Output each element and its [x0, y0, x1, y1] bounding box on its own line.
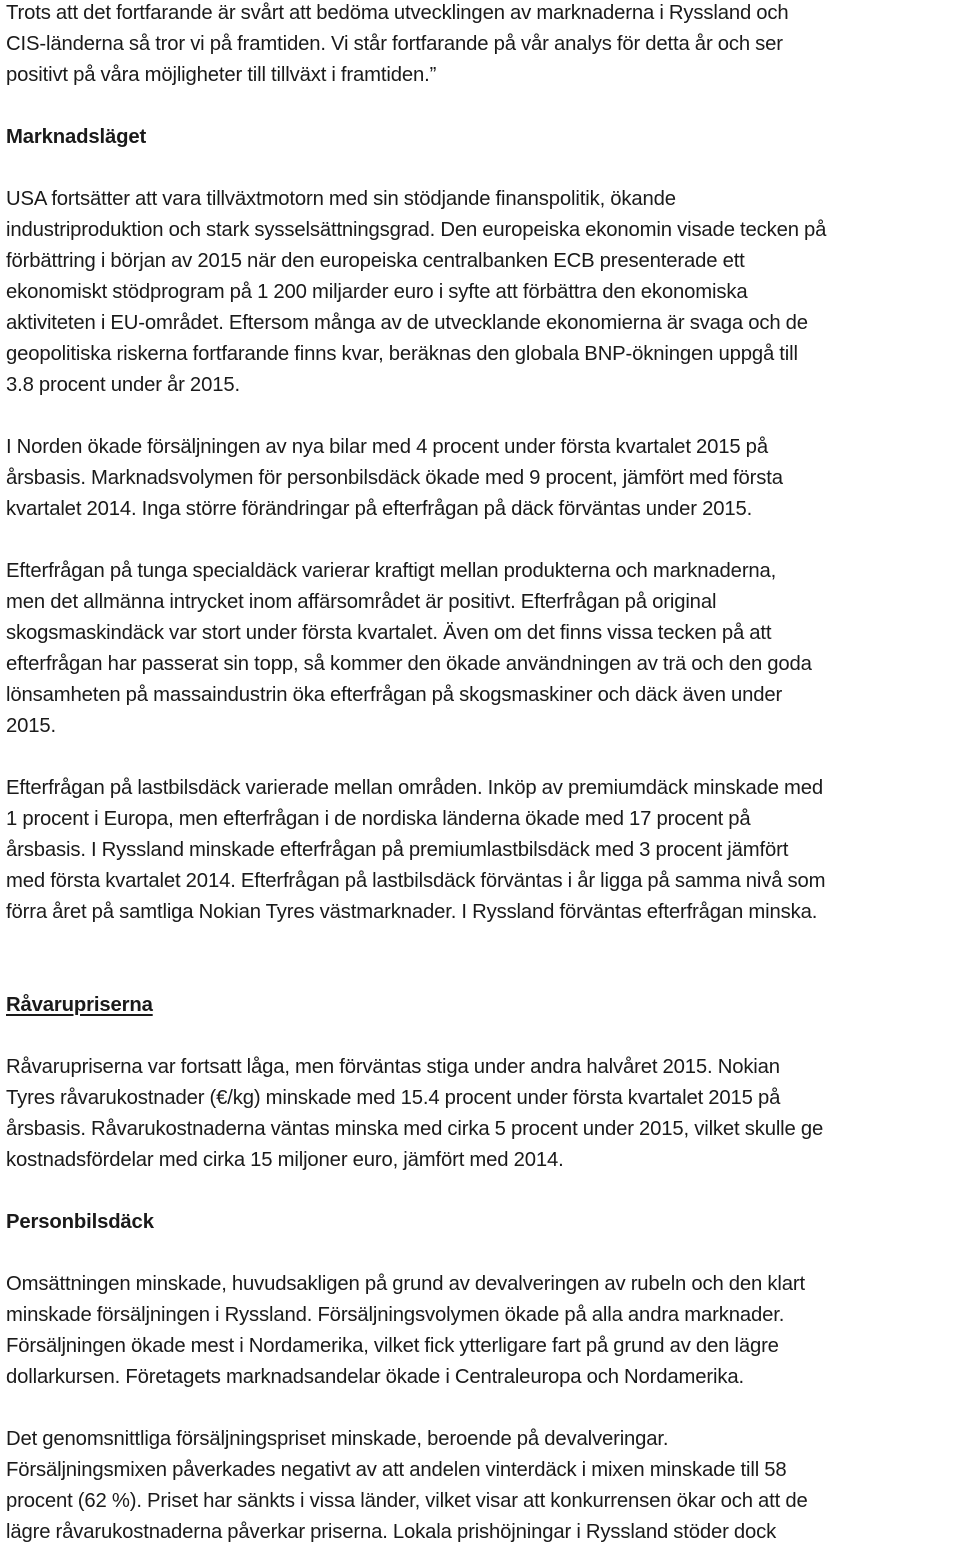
paragraph	[6, 1424, 956, 1548]
text-line: Tyres råvarukostnader (€/kg) minskade med 15.4 procent under första kvartalet 2015 på	[6, 1087, 781, 1109]
paragraph	[6, 556, 956, 742]
section-heading: Personbilsdäck	[6, 1211, 154, 1233]
text-line: efterfrågan har passerat sin topp, så kommer den ökade användningen av trä och den goda	[6, 653, 812, 675]
paragraph	[6, 1052, 956, 1176]
section-heading: Marknadsläget	[6, 126, 147, 148]
paragraph	[6, 1269, 956, 1393]
text-line: kvartalet 2014. Inga större förändringar på efterfrågan på däck förväntas under 2015.	[6, 498, 753, 520]
text-line: minskade försäljningen i Ryssland. Försäljningsvolymen ökade på alla andra marknader.	[6, 1304, 785, 1326]
paragraph	[6, 432, 956, 525]
text-line: USA fortsätter att vara tillväxtmotorn med sin stödjande finanspolitik, ökande	[6, 188, 676, 210]
intro-paragraph	[6, 0, 956, 91]
text-line: årsbasis. Råvarukostnaderna väntas minska med cirka 5 procent under 2015, vilket skulle ge	[6, 1118, 824, 1140]
text-line: geopolitiska riskerna fortfarande finns kvar, beräknas den globala BNP-ökningen uppgå till	[6, 343, 798, 365]
section-personbilsdack	[6, 1207, 956, 1548]
text-line: årsbasis. Marknadsvolymen för personbilsdäck ökade med 9 procent, jämfört med första	[6, 467, 783, 489]
text-line: Försäljningsmixen påverkades negativt av att andelen vinterdäck i mixen minskade till 58	[6, 1459, 787, 1481]
text-line: Efterfrågan på lastbilsdäck varierade mellan områden. Inköp av premiumdäck minskade med	[6, 777, 824, 799]
text-line: 1 procent i Europa, men efterfrågan i de nordiska länderna ökade med 17 procent på	[6, 808, 751, 830]
text-line: industriproduktion och stark sysselsättningsgrad. Den europeiska ekonomin visade tecken på	[6, 219, 827, 241]
section-ravarupriserna	[6, 990, 956, 1176]
text-line: lönsamheten på massaindustrin öka efterfrågan på skogsmaskiner och däck även under	[6, 684, 783, 706]
text-line: 2015.	[6, 715, 57, 737]
text-line: Trots att det fortfarande är svårt att bedöma utvecklingen av marknaderna i Ryssland och	[6, 2, 789, 24]
text-line: Efterfrågan på tunga specialdäck varierar kraftigt mellan produkterna och marknaderna,	[6, 560, 777, 582]
text-line: Det genomsnittliga försäljningspriset minskade, beroende på devalveringar.	[6, 1428, 669, 1450]
text-line: årsbasis. I Ryssland minskade efterfrågan på premiumlastbilsdäck med 3 procent jämfört	[6, 839, 789, 861]
text-line: lägre råvarukostnaderna påverkar priserna. Lokala prishöjningar i Ryssland stöder dock	[6, 1521, 777, 1543]
text-line: Råvarupriserna var fortsatt låga, men förväntas stiga under andra halvåret 2015. Nokian	[6, 1056, 780, 1078]
paragraph	[6, 773, 956, 928]
text-line: dollarkursen. Företagets marknadsandelar ökade i Centraleuropa och Nordamerika.	[6, 1366, 744, 1388]
section-heading: Råvarupriserna	[6, 994, 153, 1016]
text-line: positivt på våra möjligheter till tillväxt i framtiden.”	[6, 64, 437, 86]
text-line: Försäljningen ökade mest i Nordamerika, vilket fick ytterligare fart på grund av den lägre	[6, 1335, 779, 1357]
text-line: I Norden ökade försäljningen av nya bilar med 4 procent under första kvartalet 2015 på	[6, 436, 768, 458]
text-line: skogsmaskindäck var stort under första kvartalet. Även om det finns vissa tecken på att	[6, 622, 772, 644]
text-line: 3.8 procent under år 2015.	[6, 374, 240, 396]
document-page	[6, 0, 956, 1548]
text-line: procent (62 %). Priset har sänkts i vissa länder, vilket visar att konkurrensen ökar och att de	[6, 1490, 808, 1512]
text-line: aktiviteten i EU-området. Eftersom många av de utvecklande ekonomierna är svaga och de	[6, 312, 808, 334]
text-line: ekonomiskt stödprogram på 1 200 miljarder euro i syfte att förbättra den ekonomiska	[6, 281, 748, 303]
text-line: förra året på samtliga Nokian Tyres västmarknader. I Ryssland förväntas efterfrågan minska.	[6, 901, 818, 923]
text-line: men det allmänna intrycket inom affärsområdet är positivt. Efterfrågan på original	[6, 591, 717, 613]
text-line: med första kvartalet 2014. Efterfrågan på lastbilsdäck förväntas i år ligga på samma nivå som	[6, 870, 826, 892]
text-line: förbättring i början av 2015 när den europeiska centralbanken ECB presenterade ett	[6, 250, 745, 272]
text-line: CIS-länderna så tror vi på framtiden. Vi står fortfarande på vår analys för detta år och ser	[6, 33, 783, 55]
section-marknadslaget	[6, 122, 956, 928]
text-line: kostnadsfördelar med cirka 15 miljoner euro, jämfört med 2014.	[6, 1149, 564, 1171]
text-line: Omsättningen minskade, huvudsakligen på grund av devalveringen av rubeln och den klart	[6, 1273, 805, 1295]
paragraph	[6, 184, 956, 401]
